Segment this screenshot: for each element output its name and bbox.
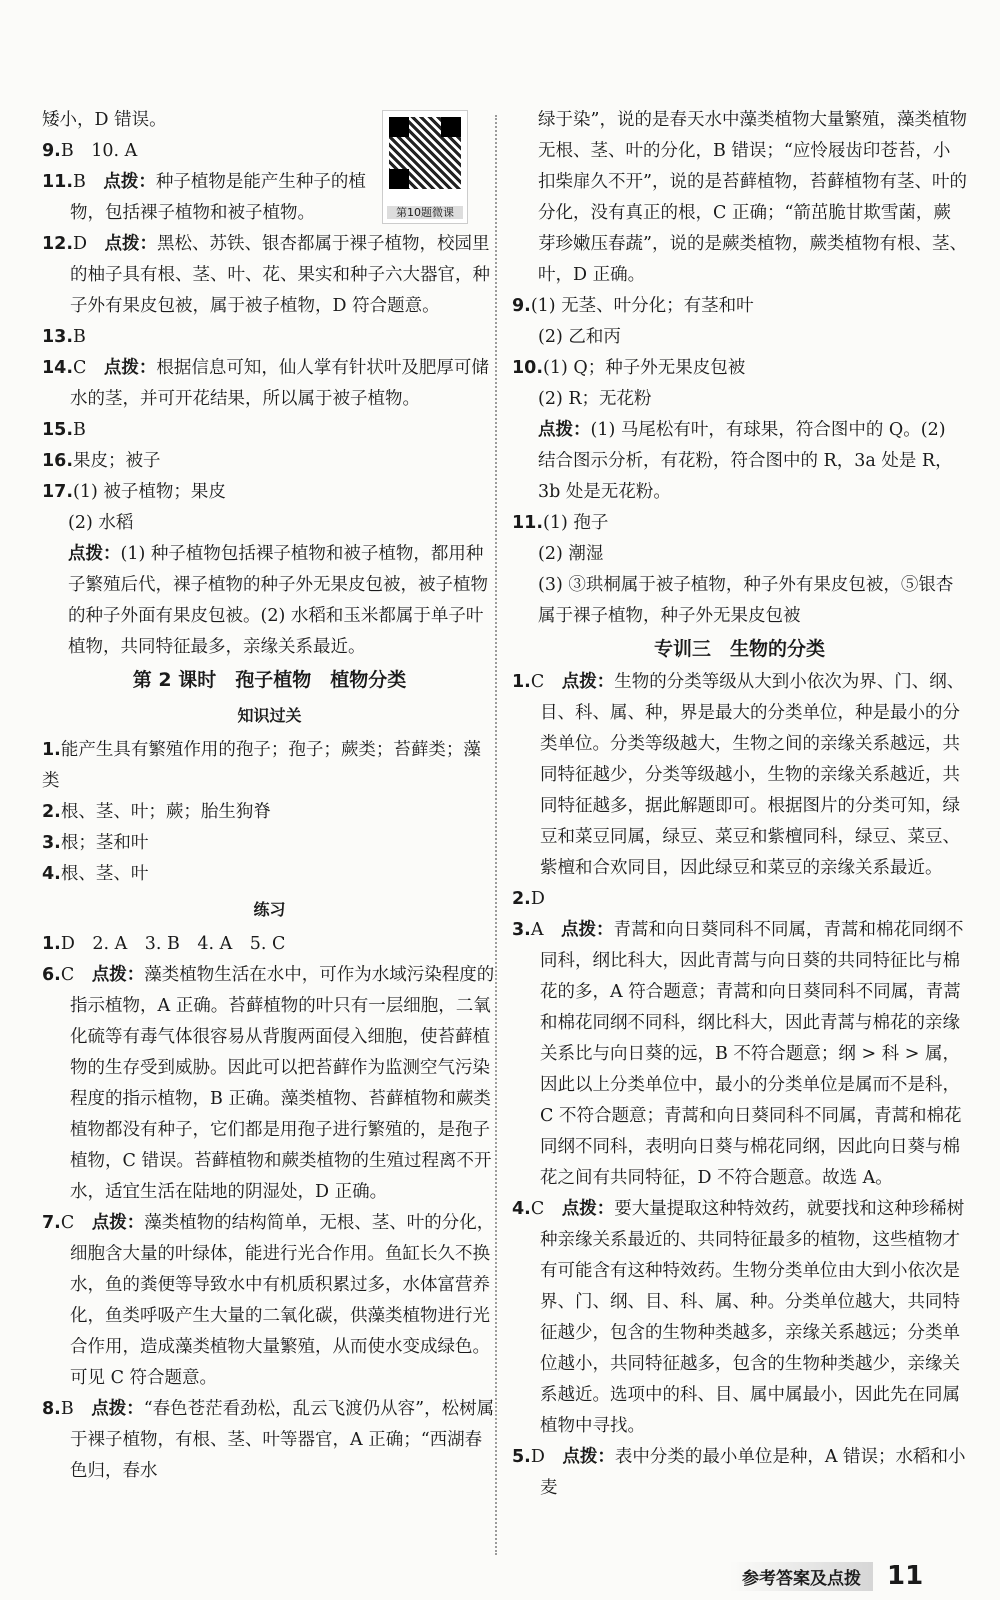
answer-item: 10.(1) Q；种子外无果皮包被 xyxy=(512,358,746,378)
section-heading: 知识过关 xyxy=(237,706,302,725)
answer-tip: 点拨：(1) 种子植物包括裸子植物和被子植物，都用种子繁殖后代，裸子植物的种子外无果皮包被，被子植物的种子外面有果皮包被。(2) 水稻和玉米都属于单子叶植物，共同特征最多，亲缘关系最近。 xyxy=(68,544,488,657)
answer-item: 12.D 点拨：黑松、苏铁、银杏都属于裸子植物，校园里的柚子具有根、茎、叶、花、果实和种子六大器官，种子外有果皮包被，属于被子植物，D 符合题意。 xyxy=(42,234,490,316)
answer-item: 8.B 点拨：“春色苍茫看劲松，乱云飞渡仍从容”，松树属于裸子植物，有根、茎、叶等器官，A 正确；“西湖春色归，春水 xyxy=(42,1399,495,1481)
left-column xyxy=(42,105,497,1487)
answer-tip: 点拨：(1) 马尾松有叶，有球果，符合图中的 Q。(2) 结合图示分析，有花粉，符合图中的 R，3a 处是 R，3b 处是无花粉。 xyxy=(538,420,953,502)
answer-item: 9.B 10. A xyxy=(42,141,138,161)
answer-item: 3.根；茎和叶 xyxy=(42,833,149,853)
answer-continued: 绿于染”，说的是春天水中藻类植物大量繁殖，藻类植物无根、茎、叶的分化，B 错误；“应怜屐齿印苍苔，小扣柴扉久不开”，说的是苔藓植物，苔藓植物有茎、叶的分化，没有真正的根，C 正确；“箭茁脆甘欺雪菌，蕨芽珍嫩压春蔬”，说的是蕨类植物，蕨类植物有根、茎、叶，D 正确。 xyxy=(538,110,967,285)
answer-line: 矮小，D 错误。 xyxy=(42,110,167,130)
page-footer xyxy=(730,1558,923,1594)
answer-item: 5.D 点拨：表中分类的最小单位是种，A 错误；水稻和小麦 xyxy=(512,1447,966,1498)
lesson-heading: 第 2 课时 孢子植物 植物分类 xyxy=(132,669,407,691)
topic-heading: 专训三 生物的分类 xyxy=(653,638,825,660)
answer-subitem: (2) 水稻 xyxy=(68,513,134,533)
answer-item: 16.果皮；被子 xyxy=(42,451,161,471)
answer-item: 4.根、茎、叶 xyxy=(42,864,149,884)
right-column xyxy=(512,105,967,1504)
answer-subitem: (2) 潮湿 xyxy=(538,544,604,564)
section-heading: 练习 xyxy=(253,900,286,919)
answer-item: 11.(1) 孢子 xyxy=(512,513,609,533)
answer-subitem: (3) ③珙桐属于被子植物，种子外有果皮包被，⑤银杏属于裸子植物，种子外无果皮包被 xyxy=(538,575,954,626)
answer-item: 13.B xyxy=(42,327,86,347)
answer-item: 11.B 点拨：种子植物是能产生种子的植物，包括裸子植物和被子植物。 xyxy=(42,172,366,223)
footer-label: 参考答案及点拨 xyxy=(730,1562,873,1591)
answer-item: 15.B xyxy=(42,420,86,440)
answer-item: 6.C 点拨：藻类植物生活在水中，可作为水域污染程度的指示植物，A 正确。苔藓植物的叶只有一层细胞，二氧化硫等有毒气体很容易从背腹两面侵入细胞，使苔藓植物的生存受到威胁。因此可以把苔藓作为监测空气污染程度的指示植物，B 正确。藻类植物、苔藓植物和蕨类植物都没有种子，它们都是用孢子进行繁殖的，是孢子植物，C 错误。苔藓植物和蕨类植物的生殖过程离不开水，适宜生活在陆地的阴湿处，D 正确。 xyxy=(42,965,495,1202)
page-number: 11 xyxy=(887,1561,924,1591)
answer-item: 4.C 点拨：要大量提取这种特效药，就要找和这种珍稀树种亲缘关系最近的、共同特征最多的植物，这些植物才有可能含有这种特效药。生物分类单位由大到小依次是界、门、纲、目、科、属、种。分类单位越大，共同特征越少，包含的生物种类越多，亲缘关系越远；分类单位越小，共同特征越多，包含的生物种类越少，亲缘关系越近。选项中的科、目、属中属最小，因此先在同属植物中寻找。 xyxy=(512,1199,965,1436)
answer-item: 1.D 2. A 3. B 4. A 5. C xyxy=(42,934,286,954)
answer-item: 9.(1) 无茎、叶分化；有茎和叶 xyxy=(512,296,754,316)
answer-item: 1.C 点拨：生物的分类等级从大到小依次为界、门、纲、目、科、属、种，界是最大的分类单位，种是最小的分类单位。分类等级越大，生物之间的亲缘关系越远，共同特征越少，分类等级越小，生物的亲缘关系越近，共同特征越多，据此解题即可。根据图片的分类可知，绿豆和菜豆同属，绿豆、菜豆和紫檀同科，绿豆、菜豆、紫檀和合欢同目，因此绿豆和菜豆的亲缘关系最近。 xyxy=(512,672,965,878)
answer-item: 2.D xyxy=(512,889,545,909)
answer-item: 3.A 点拨：青蒿和向日葵同科不同属，青蒿和棉花同纲不同科，纲比科大，因此青蒿与向日葵的共同特征比与棉花的多，A 符合题意；青蒿和向日葵同科不同属，青蒿和棉花同纲不同科，纲比科大，因此青蒿与棉花的亲缘关系比与向日葵的远，B 不符合题意；纲 > 科 > 属，因此以上分类单位中，最小的分类单位是属而不是科，C 不符合题意；青蒿和向日葵同科不同属，青蒿和棉花同纲不同科，表明向日葵与棉花同纲，因此向日葵与棉花之间有共同特征，D 不符合题意。故选 A。 xyxy=(512,920,964,1188)
answer-item: 17.(1) 被子植物；果皮 xyxy=(42,482,226,502)
answer-subitem: (2) R；无花粉 xyxy=(538,389,652,409)
answer-subitem: (2) 乙和丙 xyxy=(538,327,621,347)
answer-item: 2.根、茎、叶；蕨；胎生狗脊 xyxy=(42,802,271,822)
answer-item: 1.能产生具有繁殖作用的孢子；孢子；蕨类；苔藓类；藻类 xyxy=(42,740,481,791)
qr-caption: 第10题微课 xyxy=(387,206,463,219)
answer-item: 7.C 点拨：藻类植物的结构简单，无根、茎、叶的分化，细胞含大量的叶绿体，能进行光合作用。鱼缸长久不换水，鱼的粪便等导致水中有机质积累过多，水体富营养化，鱼类呼吸产生大量的二氧化碳，供藻类植物进行光合作用，造成藻类植物大量繁殖，从而使水变成绿色。可见 C 符合题意。 xyxy=(42,1213,495,1388)
answer-item: 14.C 点拨：根据信息可知，仙人掌有针状叶及肥厚可储水的茎，并可开花结果，所以属于被子植物。 xyxy=(42,358,489,409)
